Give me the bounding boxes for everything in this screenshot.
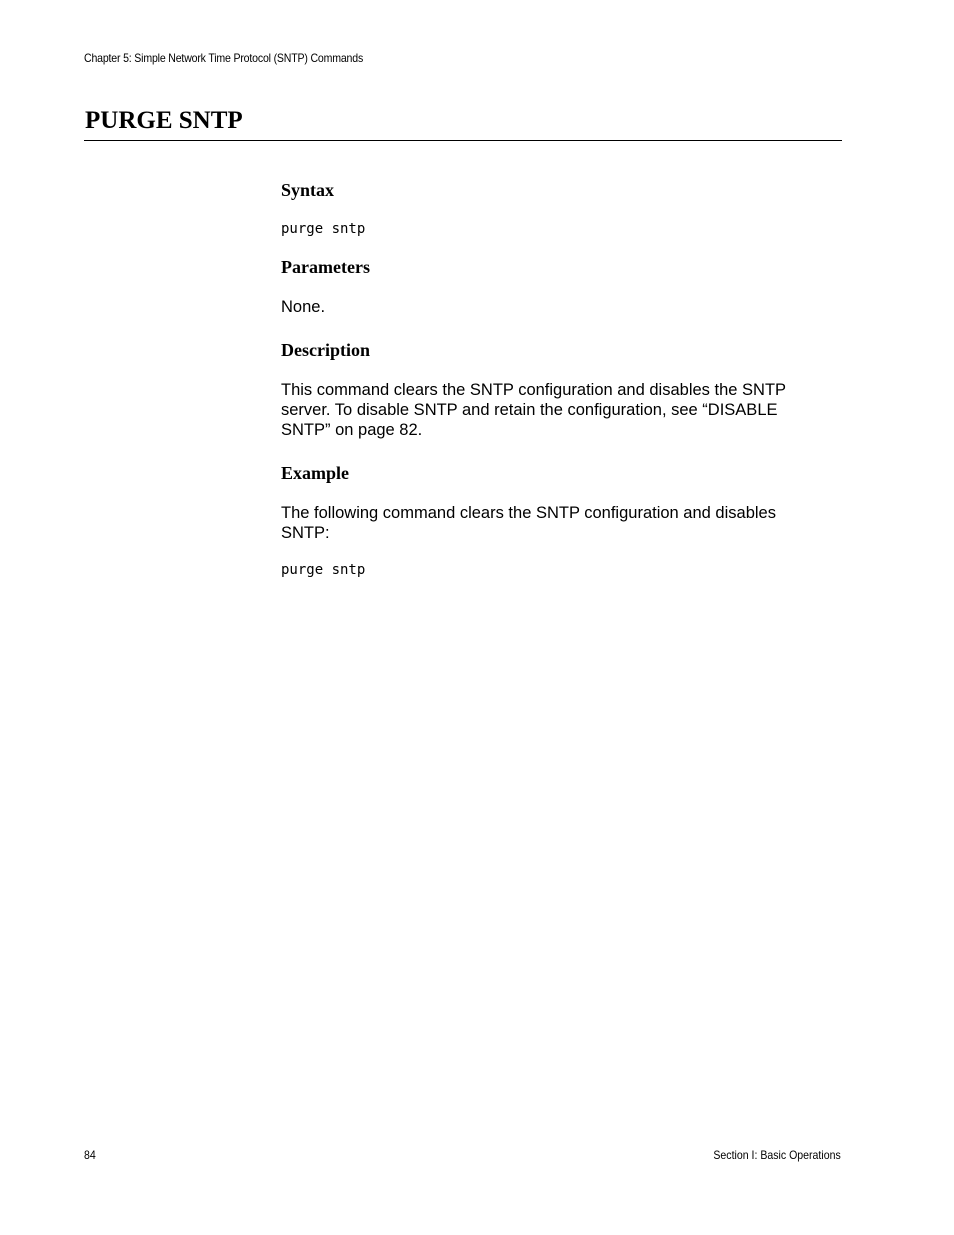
parameters-text: None. [281,298,326,316]
parameters-heading: Parameters [281,257,370,277]
description-heading: Description [281,340,370,360]
running-header: Chapter 5: Simple Network Time Protocol (SNTP) Commands [84,51,364,65]
example-text: The following command clears the SNTP configuration and disables SNTP: [281,504,776,542]
page-title: PURGE SNTP [85,107,243,134]
description-text: This command clears the SNTP configuration and disables the SNTP server. To disable SNTP and retain the configuration, see “DISABLE SNTP” on page 82. [281,381,786,439]
footer-section: Section I: Basic Operations [713,1148,841,1162]
example-command: purge sntp [281,562,366,578]
syntax-heading: Syntax [281,180,335,200]
example-heading: Example [281,463,350,483]
page-number: 84 [84,1148,96,1162]
title-rule [84,140,842,141]
syntax-command: purge sntp [281,221,366,237]
